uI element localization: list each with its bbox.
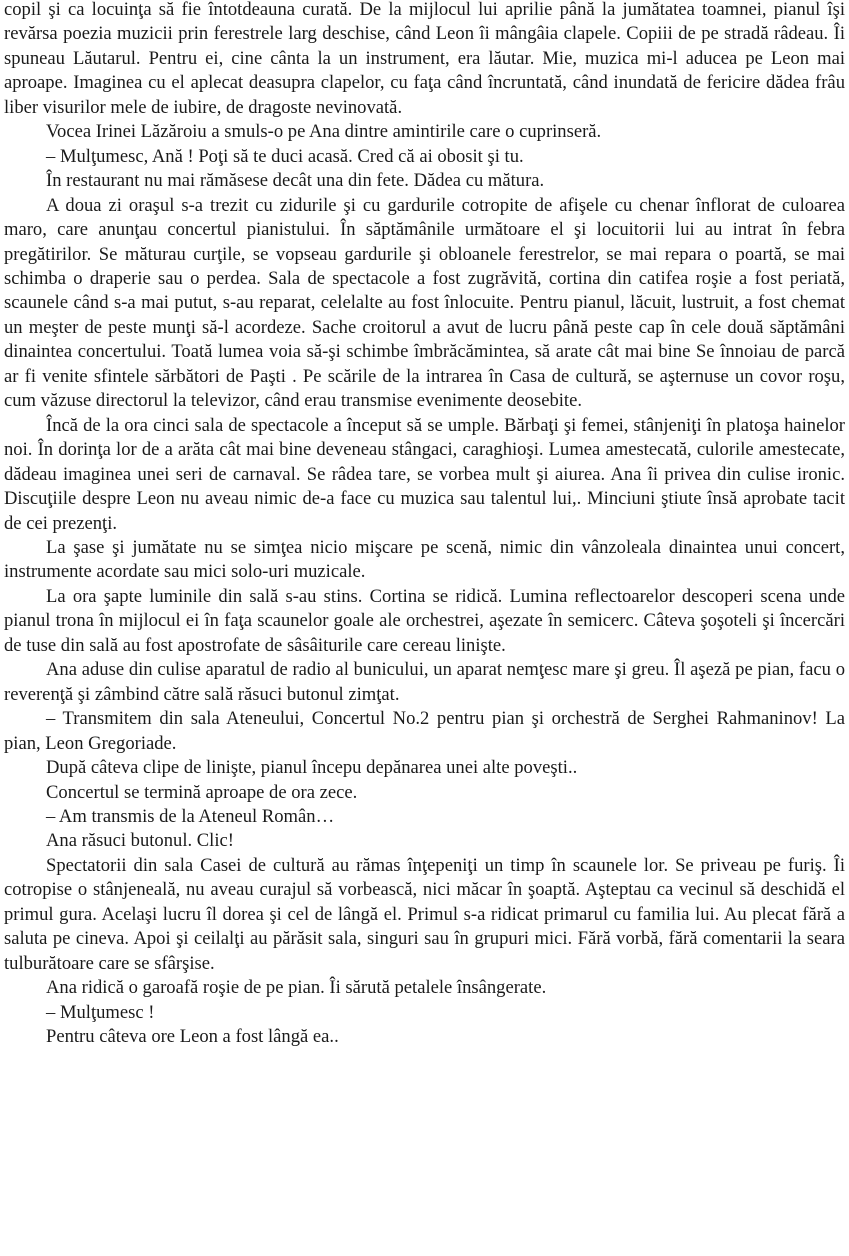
paragraph-14: Ana răsuci butonul. Clic! bbox=[46, 830, 234, 852]
paragraph-5: A doua zi oraşul s-a trezit cu zidurile şi cu gardurile cotropite de afişele cu chenar înflorat de culoarea maro, care anunţau concertul pianistului. În săptămânile următoare el şi locuitorii lui au intrat în febra pregătirilor. Se măturau curţile, se vopseau gardurile şi obloanele ferestrelor, se mai repara o poartă, se mai schimba o draperie sau o perdea. Sala de spectacole a fost zugrăvită, cortina din catifea roşie a fost periată, scaunele când s-a mai putut, s-au reparat, celelalte au fost înlocuite. Pentru pianul, lăcuit, lustruit, a fost chemat un meşter de peste munţi să-l acordeze. Sache croitorul a avut de lucru până peste cap în cele două săptămâni dinaintea concertului. Toată lumea voia să-şi schimbe îmbrăcămintea, să arate cât mai bine Se înnoiau de parcă ar fi venite sfintele sărbători de Paşti . Pe scările de la intrarea în Casa de cultură, se aşternuse un covor roşu, cum văzuse directorul la televizor, când erau transmise evenimente deosebite. bbox=[4, 194, 845, 412]
paragraph-17: – Mulţumesc ! bbox=[46, 1001, 155, 1023]
paragraph-1: copil şi ca locuinţa să fie întotdeauna curată. De la mijlocul lui aprilie până la jumătatea toamnei, pianul îşi revărsa poezia muzicii prin ferestrele larg deschise, când Leon îi mângâia clapele. Copiii de pe stradă râdeau. Îi spuneau Lăutarul. Pentru ei, cine cânta la un instrument, era lăutar. Mie, muzica mi-l aducea pe Leon mai aproape. Imaginea cu el aplecat deasupra clapelor, cu faţa când încruntată, când inundată de fericire dădea frâu liber visurilor mele de iubire, de dragoste nevinovată. bbox=[4, 0, 845, 118]
paragraph-13: – Am transmis de la Ateneul Român… bbox=[46, 805, 335, 827]
paragraph-9: Ana aduse din culise aparatul de radio al bunicului, un aparat nemţesc mare şi greu. Îl aşeză pe pian, facu o reverenţă şi zâmbind către sală răsuci butonul zimţat. bbox=[4, 659, 845, 705]
paragraph-6: Încă de la ora cinci sala de spectacole a început să se umple. Bărbaţi şi femei, stânjeniţi în platoşa hainelor noi. În dorinţa lor de a arăta cât mai bine deveneau stângaci, caraghioşi. Lumea amestecată, culorile amestecate, dădeau imaginea unei seri de carnaval. Se râdea tare, se vorbea mult şi aiurea. Ana îi privea din culise ironic. Discuţiile despre Leon nu aveau nimic de-a face cu muzica sau talentul lui,. Minciuni ştiute însă aprobate tacit de cei prezenţi. bbox=[4, 414, 845, 534]
paragraph-8: La ora şapte luminile din sală s-au stins. Cortina se ridică. Lumina reflectoarelor descoperi scena unde pianul trona în mijlocul ei în faţa scaunelor goale ale orchestrei, aşezate în semicerc. Câteva şoşoteli şi încercări de tuse din sală au fost apostrofate de sâsâiturile care cereau linişte. bbox=[4, 585, 845, 656]
paragraph-15: Spectatorii din sala Casei de cultură au rămas înţepeniţi un timp în scaunele lor. Se priveau pe furiş. Îi cotropise o stânjeneală, nu aveau curajul să vorbească, nici măcar în şoaptă. Aşteptau ca vecinul să deschidă el primul gura. Acelaşi lucru îl dorea şi cel de lângă el. Primul s-a ridicat primarul cu familia lui. Au plecat fără a saluta pe cineva. Apoi şi ceilalţi au părăsit sala, singuri sau în grupuri mici. Fără vorbă, fără comentarii la seara tulburătoare care se sfârşise. bbox=[4, 854, 845, 974]
paragraph-7: La şase şi jumătate nu se simţea nicio mişcare pe scenă, nimic din vânzoleala dinaintea unui concert, instrumente acordate sau mici solo-uri muzicale. bbox=[4, 536, 845, 583]
paragraph-10: – Transmitem din sala Ateneului, Concertul No.2 pentru pian şi orchestră de Serghei Rahmaninov! La pian, Leon Gregoriade. bbox=[4, 708, 845, 754]
paragraph-12: Concertul se termină aproape de ora zece. bbox=[46, 781, 358, 803]
paragraph-18: Pentru câteva ore Leon a fost lângă ea.. bbox=[46, 1026, 339, 1048]
paragraph-11: După câteva clipe de linişte, pianul începu depănarea unei alte poveşti.. bbox=[46, 757, 578, 779]
paragraph-3: – Mulţumesc, Ană ! Poţi să te duci acasă. Cred că ai obosit şi tu. bbox=[46, 145, 524, 167]
paragraph-2: Vocea Irinei Lăzăroiu a smuls-o pe Ana dintre amintirile care o cuprinseră. bbox=[46, 121, 602, 143]
paragraph-16: Ana ridică o garoafă roşie de pe pian. Îi sărută petalele însângerate. bbox=[46, 977, 547, 999]
paragraph-4: În restaurant nu mai rămăsese decât una din fete. Dădea cu mătura. bbox=[46, 170, 545, 192]
